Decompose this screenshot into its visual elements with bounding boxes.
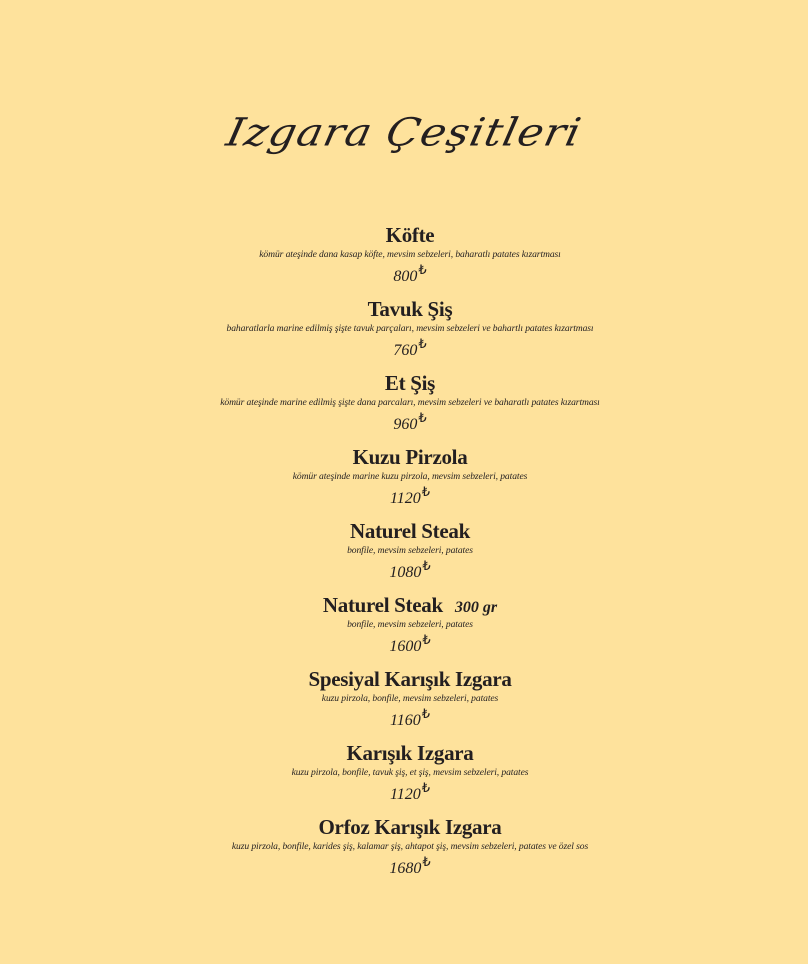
item-description: kömür ateşinde marine edilmiş şişte dana parcaları, mevsim sebzeleri ve baharatlı patates kızartması bbox=[220, 397, 600, 408]
item-name: Köfte bbox=[385, 223, 435, 247]
item-name-row bbox=[12, 665, 808, 693]
item-name: Spesiyal Karışık Izgara bbox=[308, 667, 512, 691]
item-description: kuzu pirzola, bonfile, mevsim sebzeleri, patates bbox=[321, 693, 499, 704]
item-price-row bbox=[12, 410, 808, 439]
item-description: bonfile, mevsim sebzeleri, patates bbox=[347, 619, 473, 630]
menu-list bbox=[0, 221, 808, 887]
menu-item bbox=[12, 665, 808, 739]
item-price: 1120 bbox=[389, 490, 421, 507]
item-name-row bbox=[12, 517, 808, 545]
item-name: Naturel Steak bbox=[350, 519, 470, 543]
menu-item bbox=[12, 591, 808, 665]
item-description: kömür ateşinde marine kuzu pirzola, mevsim sebzeleri, patates bbox=[292, 471, 528, 482]
lira-icon: ₺ bbox=[418, 336, 427, 351]
lira-icon: ₺ bbox=[421, 780, 431, 795]
item-price-row bbox=[12, 336, 808, 365]
item-name: Tavuk Şiş bbox=[367, 297, 453, 321]
item-name-row bbox=[12, 591, 808, 619]
item-price-row bbox=[12, 706, 808, 735]
menu-item bbox=[12, 813, 808, 887]
item-name-row bbox=[12, 295, 808, 323]
item-price: 1600 bbox=[389, 638, 422, 655]
item-name: Et Şiş bbox=[384, 371, 436, 395]
item-price: 1680 bbox=[389, 860, 422, 877]
item-name: Kuzu Pirzola bbox=[352, 445, 468, 469]
item-name-row bbox=[12, 221, 808, 249]
item-description: kuzu pirzola, bonfile, karides şiş, kalamar şiş, ahtapot şiş, mevsim sebzeleri, patates ve özel sos bbox=[231, 841, 589, 852]
item-name-row bbox=[12, 813, 808, 841]
item-description: kuzu pirzola, bonfile, tavuk şiş, et şiş, mevsim sebzeleri, patates bbox=[291, 767, 529, 778]
item-price-row bbox=[12, 484, 808, 513]
item-price: 1160 bbox=[389, 712, 421, 729]
item-price: 1080 bbox=[389, 564, 422, 581]
item-description: kömür ateşinde dana kasap köfte, mevsim sebzeleri, baharatlı patates kızartması bbox=[259, 249, 561, 260]
item-price: 800 bbox=[393, 268, 418, 285]
lira-icon: ₺ bbox=[418, 262, 427, 277]
item-name-row bbox=[12, 739, 808, 767]
menu-item bbox=[12, 443, 808, 517]
menu-item bbox=[12, 739, 808, 813]
item-name: Orfoz Karışık Izgara bbox=[318, 815, 502, 839]
menu-item bbox=[12, 221, 808, 295]
item-description: bonfile, mevsim sebzeleri, patates bbox=[347, 545, 473, 556]
lira-icon: ₺ bbox=[422, 558, 431, 573]
item-price-row bbox=[12, 780, 808, 809]
item-name-row bbox=[12, 443, 808, 471]
menu-item bbox=[12, 295, 808, 369]
item-name-row bbox=[12, 369, 808, 397]
item-price: 960 bbox=[393, 416, 418, 433]
item-name: Karışık Izgara bbox=[346, 741, 474, 765]
menu-item bbox=[12, 517, 808, 591]
item-price: 1120 bbox=[389, 786, 421, 803]
item-description: baharatlarla marine edilmiş şişte tavuk parçaları, mevsim sebzeleri ve bahartlı patates kızartması bbox=[226, 323, 594, 334]
lira-icon: ₺ bbox=[421, 706, 431, 721]
lira-icon: ₺ bbox=[418, 410, 427, 425]
item-price-row bbox=[12, 558, 808, 587]
lira-icon: ₺ bbox=[421, 484, 431, 499]
item-price: 760 bbox=[393, 342, 418, 359]
menu-item bbox=[12, 369, 808, 443]
lira-icon: ₺ bbox=[422, 632, 431, 647]
item-price-row bbox=[12, 262, 808, 291]
item-price-row bbox=[12, 632, 808, 661]
item-price-row bbox=[12, 854, 808, 883]
item-name: Naturel Steak bbox=[322, 593, 443, 617]
item-portion: 300 gr bbox=[454, 599, 498, 616]
lira-icon: ₺ bbox=[422, 854, 431, 869]
page-title: Izgara Çeşitleri bbox=[222, 110, 586, 156]
